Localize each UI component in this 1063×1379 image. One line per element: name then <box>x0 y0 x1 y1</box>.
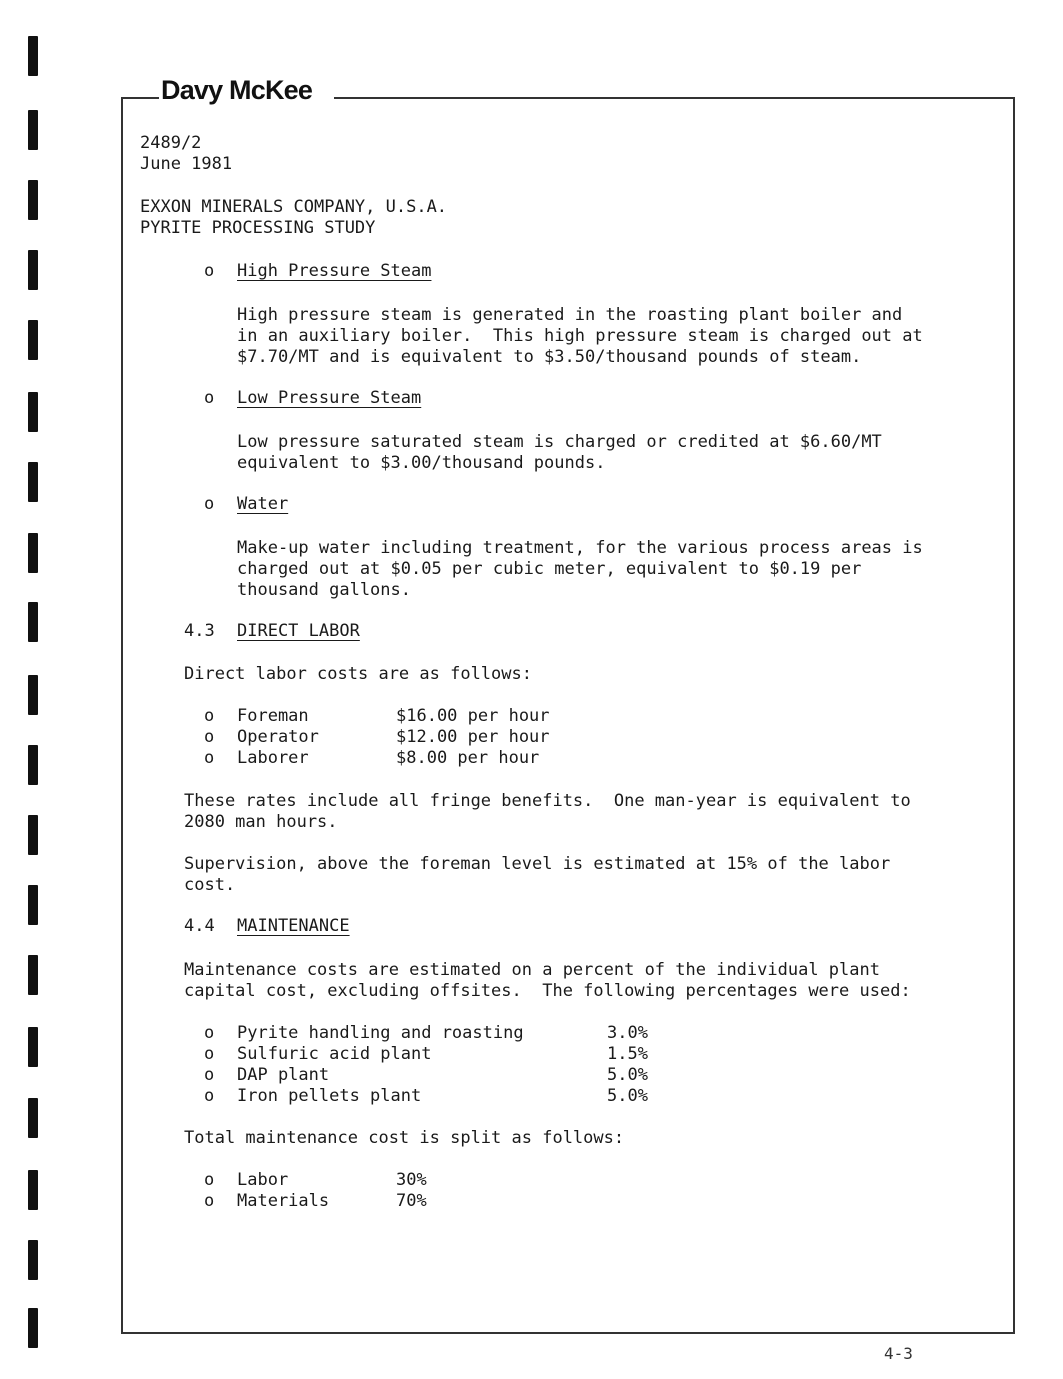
bullet: o <box>204 261 215 281</box>
plant-percent: 3.0% <box>607 1023 648 1043</box>
page-number: 4-3 <box>884 1344 913 1363</box>
paragraph-line: in an auxiliary boiler. This high pressure steam is charged out at <box>237 326 923 346</box>
section-title-direct-labor: DIRECT LABOR <box>237 621 360 641</box>
section-number: 4.4 <box>184 916 215 936</box>
split-percent: 70% <box>396 1191 427 1211</box>
plant-percent: 5.0% <box>607 1065 648 1085</box>
labor-rate: $16.00 per hour <box>396 706 550 726</box>
heading-low-pressure-steam: Low Pressure Steam <box>237 388 422 408</box>
binder-punch-holes <box>24 30 44 1360</box>
heading-water: Water <box>237 494 289 514</box>
bullet: o <box>204 494 215 514</box>
paragraph-line: Direct labor costs are as follows: <box>184 664 532 684</box>
labor-role: Laborer <box>237 748 309 768</box>
bullet: o <box>204 1023 215 1043</box>
labor-role: Operator <box>237 727 319 747</box>
bullet: o <box>204 388 215 408</box>
paragraph-line: High pressure steam is generated in the roasting plant boiler and <box>237 305 903 325</box>
plant-name: Pyrite handling and roasting <box>237 1023 524 1043</box>
paragraph-line: Make-up water including treatment, for the various process areas is <box>237 538 923 558</box>
bullet: o <box>204 748 215 768</box>
plant-name: DAP plant <box>237 1065 330 1085</box>
paragraph-line: $7.70/MT and is equivalent to $3.50/thousand pounds of steam. <box>237 347 862 367</box>
bullet: o <box>204 727 215 747</box>
heading-high-pressure-steam: High Pressure Steam <box>237 261 432 281</box>
bullet: o <box>204 1170 215 1190</box>
bullet: o <box>204 706 215 726</box>
bullet: o <box>204 1065 215 1085</box>
section-number: 4.3 <box>184 621 215 641</box>
paragraph-line: thousand gallons. <box>237 580 411 600</box>
paragraph-line: Low pressure saturated steam is charged or credited at $6.60/MT <box>237 432 882 452</box>
labor-rate: $8.00 per hour <box>396 748 540 768</box>
bullet: o <box>204 1044 215 1064</box>
company-logo: Davy McKee <box>161 75 313 105</box>
labor-rate: $12.00 per hour <box>396 727 550 747</box>
bullet: o <box>204 1086 215 1106</box>
paragraph-line: Maintenance costs are estimated on a percent of the individual plant <box>184 960 880 980</box>
split-name: Labor <box>237 1170 289 1190</box>
plant-percent: 1.5% <box>607 1044 648 1064</box>
plant-name: Iron pellets plant <box>237 1086 422 1106</box>
paragraph-line: These rates include all fringe benefits. One man-year is equivalent to <box>184 791 911 811</box>
split-percent: 30% <box>396 1170 427 1190</box>
doc-number: 2489/2 <box>140 133 202 153</box>
labor-role: Foreman <box>237 706 309 726</box>
paragraph-line: 2080 man hours. <box>184 812 338 832</box>
plant-name: Sulfuric acid plant <box>237 1044 432 1064</box>
doc-date: June 1981 <box>140 154 233 174</box>
paragraph-line: capital cost, excluding offsites. The following percentages were used: <box>184 981 911 1001</box>
paragraph-line: charged out at $0.05 per cubic meter, equivalent to $0.19 per <box>237 559 862 579</box>
section-title-maintenance: MAINTENANCE <box>237 916 350 936</box>
paragraph-line: equivalent to $3.00/thousand pounds. <box>237 453 606 473</box>
study-title: PYRITE PROCESSING STUDY <box>140 218 376 238</box>
paragraph-line: cost. <box>184 875 236 895</box>
plant-percent: 5.0% <box>607 1086 648 1106</box>
split-name: Materials <box>237 1191 330 1211</box>
paragraph-line: Supervision, above the foreman level is estimated at 15% of the labor <box>184 854 891 874</box>
bullet: o <box>204 1191 215 1211</box>
company-name: EXXON MINERALS COMPANY, U.S.A. <box>140 197 448 217</box>
paragraph-line: Total maintenance cost is split as follows: <box>184 1128 625 1148</box>
